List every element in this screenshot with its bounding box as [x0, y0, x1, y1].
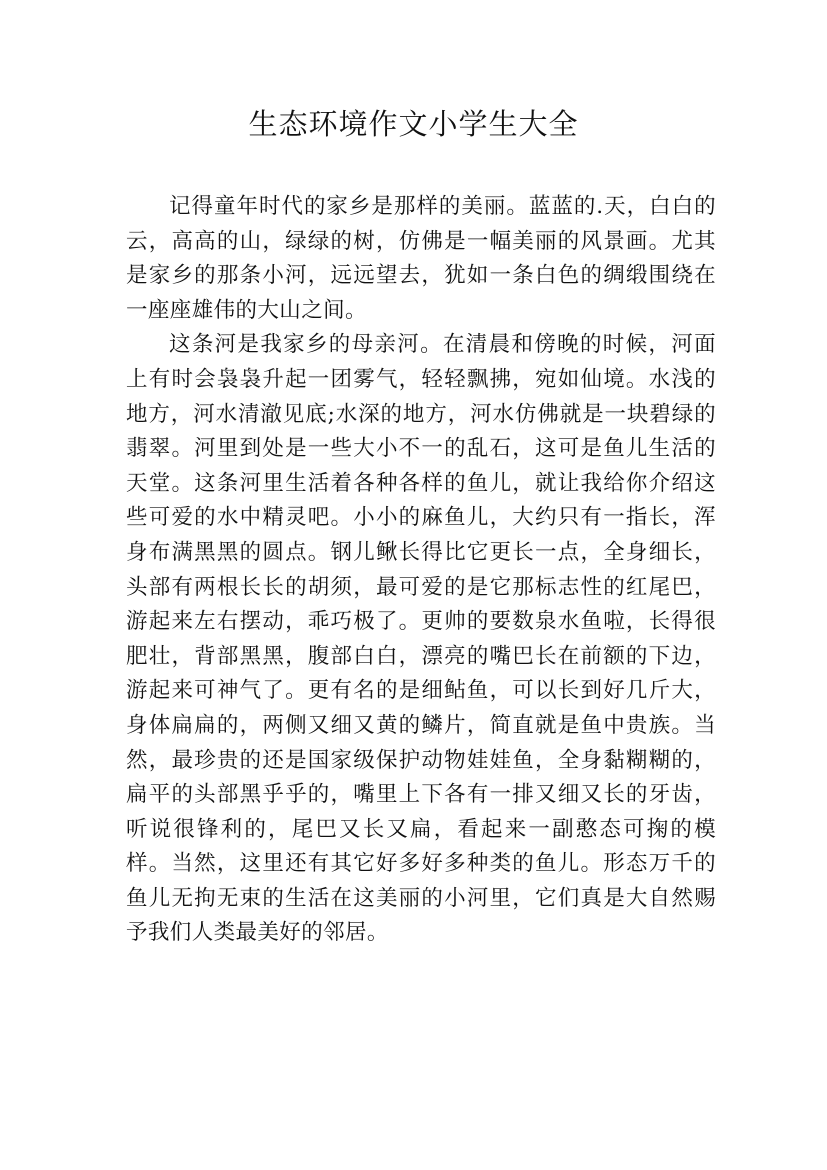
document-body [126, 190, 716, 951]
paragraph-1: 记得童年时代的家乡是那样的美丽。蓝蓝的.天，白白的云，高高的山，绿绿的树，仿佛是一幅美丽的风景画。尤其是家乡的那条小河，远远望去，犹如一条白色的绸缎围绕在一座座雄伟的大山之间。 [126, 194, 716, 323]
paragraph-2: 这条河是我家乡的母亲河。在清晨和傍晚的时候，河面上有时会袅袅升起一团雾气，轻轻飘拂，宛如仙境。水浅的地方，河水清澈见底;水深的地方，河水仿佛就是一块碧绿的翡翠。河里到处是一些大小不一的乱石，这可是鱼儿生活的天堂。这条河里生活着各种各样的鱼儿，就让我给你介绍这些可爱的水中精灵吧。小小的麻鱼儿，大约只有一指长，浑身布满黑黑的圆点。钢儿鳅长得比它更长一点，全身细长，头部有两根长长的胡须，最可爱的是它那标志性的红尾巴，游起来左右摆动，乖巧极了。更帅的要数泉水鱼啦，长得很肥壮，背部黑黑，腹部白白，漂亮的嘴巴长在前额的下边，游起来可神气了。更有名的是细鲇鱼，可以长到好几斤大，身体扁扁的，两侧又细又黄的鳞片，简直就是鱼中贵族。当然，最珍贵的还是国家级保护动物娃娃鱼，全身黏糊糊的，扁平的头部黑乎乎的，嘴里上下各有一排又细又长的牙齿，听说很锋利的，尾巴又长又扁，看起来一副憨态可掬的模样。当然，这里还有其它好多好多种类的鱼儿。形态万千的鱼儿无拘无束的生活在这美丽的小河里，它们真是大自然赐予我们人类最美好的邻居。 [126, 332, 716, 946]
document-title: 生态环境作文小学生大全 [248, 107, 579, 141]
